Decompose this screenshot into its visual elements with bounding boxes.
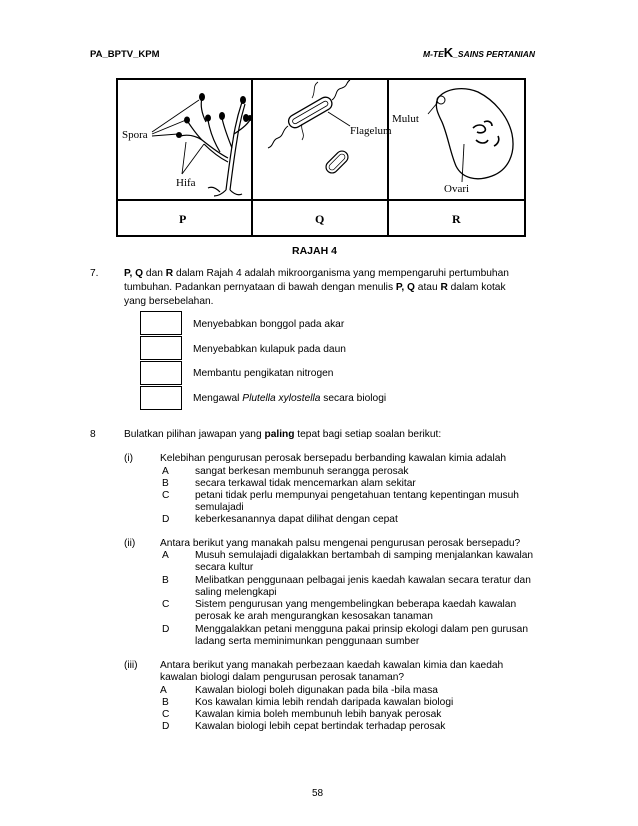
header-left: PA_BPTV_KPM bbox=[90, 49, 160, 60]
q8-ii-option-c-cont: perosak ke arah mengurangkan kesosakan tanaman bbox=[195, 611, 433, 622]
q8-ii-letter-c: C bbox=[162, 599, 170, 610]
q8-i-option-b[interactable]: secara terkawal tidak mencemarkan alam sekitar bbox=[195, 478, 416, 489]
q7-statement-4-species: Plutella xylostella bbox=[242, 393, 321, 404]
q8-i-option-d[interactable]: keberkesanannya dapat dilihat dengan cepat bbox=[195, 514, 398, 525]
q7-line-2-a: tumbuhan. Padankan pernyataan di bawah dengan menulis bbox=[124, 282, 396, 293]
protozoa-drawing bbox=[428, 89, 513, 182]
q8-intro-pre: Bulatkan pilihan jawapan yang bbox=[124, 429, 265, 440]
q8-iii-letter-b: B bbox=[162, 697, 169, 708]
q7-statement-4-post: secara biologi bbox=[320, 393, 387, 404]
header-right-prefix: M-TE bbox=[423, 49, 444, 59]
q8-iii-letter-d: D bbox=[162, 721, 170, 732]
q7-line-1 bbox=[124, 267, 509, 280]
q8-iii-stem-2: kawalan biologi dalam pengurusan perosak tanaman? bbox=[160, 672, 405, 683]
q8-iii-number: (iii) bbox=[124, 660, 138, 671]
figure-rajah-4 bbox=[116, 78, 526, 238]
q7-line-2 bbox=[124, 281, 506, 294]
q8-i-letter-c: C bbox=[162, 490, 170, 501]
q8-i-option-a[interactable]: sangat berkesan membunuh serangga perosak bbox=[195, 466, 409, 477]
cell-label-p: P bbox=[179, 212, 187, 226]
page-number: 58 bbox=[312, 788, 324, 799]
q8-iii-letter-a: A bbox=[160, 685, 167, 696]
label-spora: Spora bbox=[122, 129, 148, 141]
q7-statement-3: Membantu pengikatan nitrogen bbox=[193, 368, 334, 379]
q8-ii-number: (ii) bbox=[124, 538, 136, 549]
q8-iii-option-d[interactable]: Kawalan biologi lebih cepat bertindak terhadap perosak bbox=[195, 721, 446, 732]
q8-intro-post: tepat bagi setiap soalan berikut: bbox=[294, 429, 442, 440]
q8-ii-option-d-cont: ladang serta meminimunkan penggunaan sumber bbox=[195, 636, 420, 647]
q8-iii-stem-1: Antara berikut yang manakah perbezaan kaedah kawalan kimia dan kaedah bbox=[160, 660, 504, 671]
q8-ii-option-b[interactable]: Melibatkan penggunaan pelbagai jenis kaedah kawalan secara teratur dan bbox=[195, 575, 531, 586]
q8-ii-option-a-cont: secara kultur bbox=[195, 562, 254, 573]
q8-i-option-c[interactable]: petani tidak perlu mempunyai pengetahuan tentang kepentingan musuh bbox=[195, 490, 519, 501]
answer-box-2[interactable] bbox=[140, 336, 182, 360]
cell-label-q: Q bbox=[315, 212, 325, 226]
label-flagelum: Flagelum bbox=[350, 125, 392, 137]
q8-intro-bold: paling bbox=[264, 429, 295, 440]
cell-label-r: R bbox=[452, 212, 461, 226]
answer-box-4[interactable] bbox=[140, 386, 182, 410]
q8-ii-letter-b: B bbox=[162, 575, 169, 586]
q8-ii-option-c[interactable]: Sistem pengurusan yang mengembelingkan beberapa kaedah kawalan bbox=[195, 599, 517, 610]
label-hifa: Hifa bbox=[176, 177, 196, 189]
label-ovari: Ovari bbox=[444, 183, 470, 195]
q8-intro bbox=[124, 428, 441, 441]
q7-statement-2: Menyebabkan kulapuk pada daun bbox=[193, 344, 346, 355]
q8-number: 8 bbox=[90, 429, 96, 440]
q7-statement-4-pre: Mengawal bbox=[193, 393, 243, 404]
header-right-big: K bbox=[443, 45, 454, 60]
label-mulut: Mulut bbox=[392, 113, 419, 125]
q7-line-2-pq: P, Q bbox=[395, 282, 415, 293]
q7-line-2-r: R bbox=[440, 282, 448, 293]
q7-statement-4 bbox=[193, 392, 386, 405]
q8-i-letter-b: B bbox=[162, 478, 169, 489]
q8-i-option-c-cont: semulajadi bbox=[195, 502, 244, 513]
q7-dan: dan bbox=[143, 268, 166, 279]
q7-pq: P, Q bbox=[124, 268, 144, 279]
q8-ii-option-a[interactable]: Musuh semulajadi digalakkan bertambah di samping menjalankan kawalan bbox=[195, 550, 534, 561]
q8-ii-option-d[interactable]: Menggalakkan petani mengguna pakai prinsip ekologi dalam pen gurusan bbox=[195, 624, 529, 635]
header-right bbox=[423, 45, 535, 60]
header-right-suffix: _SAINS PERTANIAN bbox=[453, 49, 536, 59]
q8-i-number: (i) bbox=[124, 453, 134, 464]
bacteria-drawing bbox=[268, 80, 350, 175]
q7-number: 7. bbox=[90, 268, 99, 279]
q8-ii-stem: Antara berikut yang manakah palsu mengenai pengurusan perosak bersepadu? bbox=[160, 538, 521, 549]
q8-ii-letter-d: D bbox=[162, 624, 170, 635]
q7-line-2-mid: atau bbox=[414, 282, 441, 293]
q8-iii-option-a[interactable]: Kawalan biologi boleh digunakan pada bila -bila masa bbox=[195, 685, 438, 696]
q7-statement-1: Menyebabkan bonggol pada akar bbox=[193, 319, 345, 330]
q8-iii-option-b[interactable]: Kos kawalan kimia lebih rendah daripada kawalan biologi bbox=[195, 697, 454, 708]
q8-ii-letter-a: A bbox=[162, 550, 169, 561]
q8-i-stem: Kelebihan pengurusan perosak bersepadu berbanding kawalan kimia adalah bbox=[160, 453, 507, 464]
answer-box-3[interactable] bbox=[140, 361, 182, 385]
q8-iii-letter-c: C bbox=[162, 709, 170, 720]
fungus-spores bbox=[176, 93, 253, 138]
q8-ii-option-b-cont: saling melengkapi bbox=[195, 587, 277, 598]
q7-line-2-rest: dalam kotak bbox=[447, 282, 506, 293]
figure-caption: RAJAH 4 bbox=[292, 245, 337, 257]
answer-box-1[interactable] bbox=[140, 311, 182, 335]
q7-line-3: yang bersebelahan. bbox=[124, 296, 214, 307]
q8-iii-option-c[interactable]: Kawalan kimia boleh membunuh lebih banyak perosak bbox=[195, 709, 442, 720]
q8-i-letter-d: D bbox=[162, 514, 170, 525]
q7-r: R bbox=[165, 268, 174, 279]
q8-i-letter-a: A bbox=[162, 466, 169, 477]
q7-line-1-rest: dalam Rajah 4 adalah mikroorganisma yang mempengaruhi pertumbuhan bbox=[173, 268, 509, 279]
